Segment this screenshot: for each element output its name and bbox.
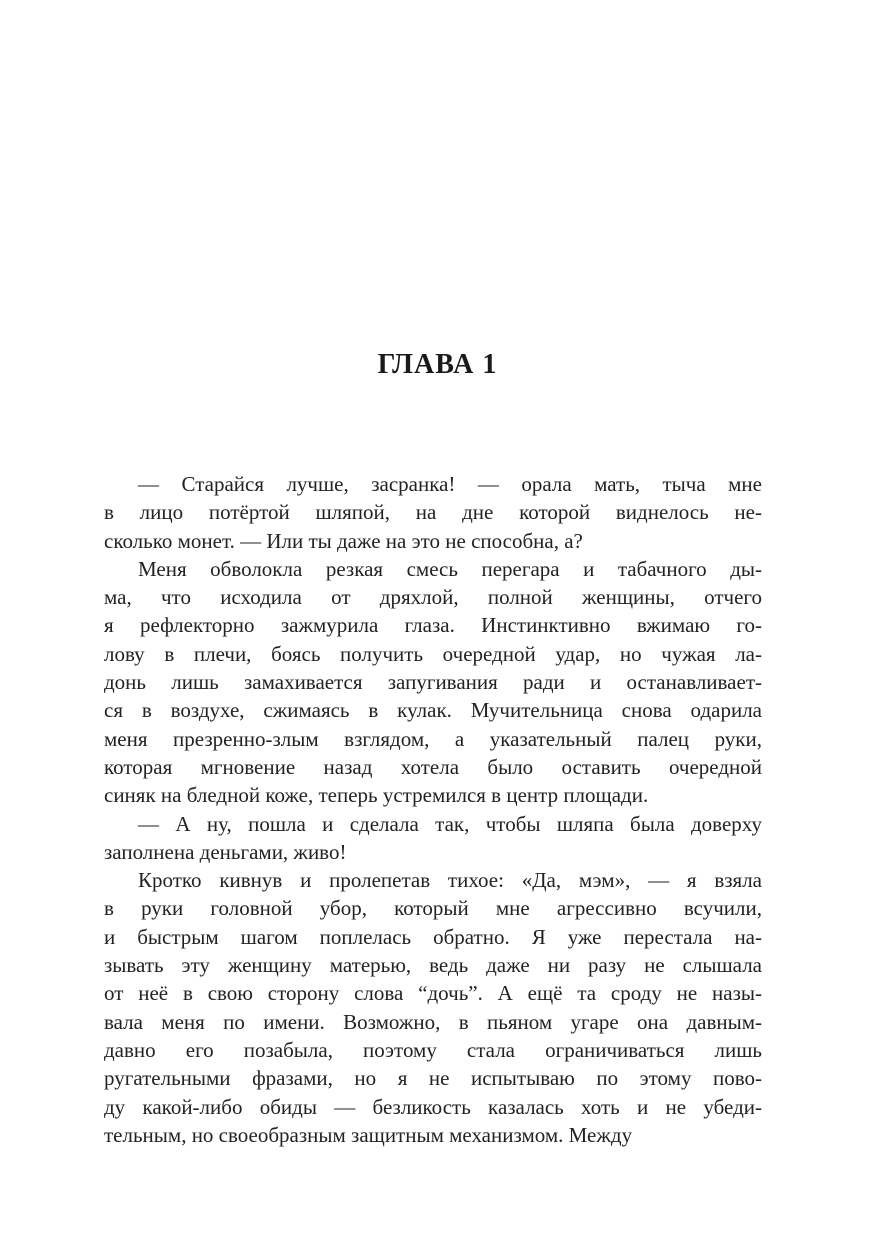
paragraph — [104, 470, 762, 555]
paragraph — [104, 555, 762, 810]
text-line: я рефлекторно зажмурила глаза. Инстинктивно вжимаю го- — [104, 613, 762, 638]
text-line: в лицо потёртой шляпой, на дне которой виднелось не- — [104, 500, 762, 525]
paragraph — [104, 866, 762, 1149]
text-line: и быстрым шагом поплелась обратно. Я уже перестала на- — [104, 924, 762, 949]
text-line: донь лишь замахивается запугивания ради и останавливает- — [104, 670, 762, 695]
text-line: ма, что исходила от дряхлой, полной женщины, отчего — [104, 585, 762, 610]
text-line: которая мгновение назад хотела было оставить очередной — [104, 754, 762, 779]
text-line: — Старайся лучше, засранка! — орала мать, тыча мне — [138, 472, 762, 496]
text-line: давно его позабыла, поэтому стала ограничиваться лишь — [104, 1037, 762, 1062]
paragraph — [104, 810, 762, 867]
text-line: ругательными фразами, но я не испытываю по этому пово- — [104, 1066, 762, 1091]
text-line: сколько монет. — Или ты даже на это не способна, а? — [104, 528, 583, 553]
text-line: меня презренно-злым взглядом, а указательный палец руки, — [104, 726, 762, 751]
text-line: тельным, но своеобразным защитным механизмом. Между — [104, 1122, 633, 1147]
chapter-text — [104, 470, 762, 1149]
text-line: заполнена деньгами, живо! — [104, 839, 347, 864]
text-line: ду какой-либо обиды — безликость казалась хоть и не убеди- — [104, 1094, 762, 1119]
text-line: синяк на бледной коже, теперь устремился в центр площади. — [104, 783, 649, 808]
text-line: в руки головной убор, который мне агрессивно всучили, — [104, 896, 762, 921]
chapter-title: ГЛАВА 1 — [377, 349, 498, 380]
text-line: вала меня по имени. Возможно, в пьяном угаре она давным- — [104, 1009, 762, 1034]
text-line: Меня обволокла резкая смесь перегара и табачного ды- — [138, 556, 762, 581]
text-line: ся в воздухе, сжимаясь в кулак. Мучительница снова одарила — [104, 698, 762, 723]
text-line: Кротко кивнув и пролепетав тихое: «Да, мэм», — я взяла — [138, 868, 762, 893]
text-line: — А ну, пошла и сделала так, чтобы шляпа была доверху — [138, 811, 762, 836]
text-line: лову в плечи, боясь получить очередной удар, но чужая ла- — [104, 641, 762, 666]
text-line: от неё в свою сторону слова “дочь”. А ещё та сроду не назы- — [104, 981, 762, 1006]
text-line: зывать эту женщину матерью, ведь даже ни разу не слышала — [104, 953, 762, 978]
